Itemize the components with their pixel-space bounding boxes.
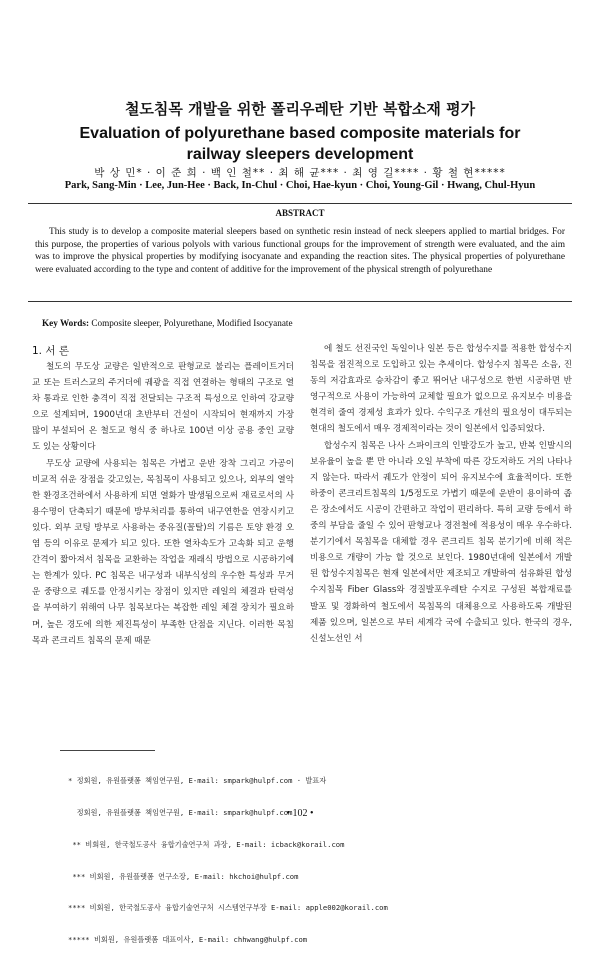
- keywords-label: Key Words:: [42, 318, 90, 328]
- abstract-heading: ABSTRACT: [275, 208, 325, 218]
- footnotes: [68, 755, 388, 956]
- page-number: • 102 •: [286, 808, 314, 819]
- section-title: 1. 서 론: [32, 345, 69, 357]
- title-korean: 철도침목 개발을 위한 폴리우레탄 기반 복합소재 평가: [124, 100, 476, 118]
- right-column: [310, 341, 572, 647]
- title-english: Evaluation of polyurethane based composite materials for railway sleepers development: [79, 125, 521, 163]
- authors-english: Park, Sang-Min · Lee, Jun-Hee · Back, In-Chul · Choi, Hae-kyun · Choi, Young-Gil · Hwang, Chul-Hyun: [64, 180, 536, 191]
- keywords-line: [42, 318, 293, 328]
- top-rule: [28, 203, 572, 204]
- paragraph: 무도상 교량에 사용되는 침목은 가볍고 운반 장착 그리고 가공이 비교적 쉬운 장점을 갖고있는, 목침목이 사용되고 있으나, 외부의 열악한 환경조건하에서 사용하게 되면 열화가 발생됨으로써 재료로서의 사용수명이 단축되기 때문에 방부처리를 통하여 내구연한을 연장시키고 있다. 외부 코팅 방부로 사용하는 중유질(꼴탈)의 기름은 토양 환경 오염 등의 이유로 문제가 되고 있다. 또한 열차속도가 고속화 되고 운행간격이 짧아져서 침목을 교환하는 작업을 재래식 방법으로 시공하기에는 한계가 있다. PC 침목은 내구성과 내부식성의 우수한 특성과 무거운 중량으로 궤도를 안정시키는 장점이 있지만 레일의 체결과 탄력성을 부여하기 위해여 나무 침목보다는 복잡한 레일 체결 장치가 필요하며, 높은 경도에 의한 제진특성이 부족한 단점을 지닌다. 이러한 목침목과 콘크리트 침목의 문제 때문: [32, 458, 294, 646]
- abstract-text: This study is to develop a composite material sleepers based on synthetic resin instead of neck sleepers applied to martial bridges. For this purpose, the properties of various polyols with various functional groups for the improvement of strength were evaluated, and the aim was to improve the physical properties by modifying isocyanate and expanding the reaction sites. The physical properties of polyurethane were evaluated according to the type and content of additive for the improvement of the physical strength of polyurethane: [35, 227, 565, 275]
- footnote: 정회원, 유원플랫폼 책임연구원, E-mail: smpark@hulpf.com: [68, 807, 293, 817]
- paragraph: 합성수지 침목은 나사 스파이크의 인발강도가 높고, 반복 인발시의 보유율이 높을 뿐 만 아니라 오일 부착에 따른 강도저하도 거의 나타나지 않는다. 따라서 궤도가 안정이 되어 유지보수에 효율적이다. 또한 하중이 콘크리트침목의 1/5정도로 가볍기 때문에 운반이 용이하여 좁은 장소에서도 시공이 간편하고 작업이 편리하다. 특히 교량 등에서 하중의 부담을 줄일 수 있어 판형교나 경전철에 적용성이 매우 우수하다. 분기기에서 목침목을 대체할 경우 콘크리트 침목 분기기에 비해 적은 비용으로 개량이 가능 할 것으로 보인다. 1980년대에 일본에서 개발된 합성수지침목은 현재 일본에서만 제조되고 개발하여 섬유화된 합성수지침목 Fiber Glass와 경질발포우레탄 수지로 구성된 복합재료를 발포 및 경화하여 철도에서 목침목의 대체용으로 사용하도록 개발된 제품 있으며, 일본으로 부터 세계각 국에 수출되고 있다. 한국의 경우, 신설노선인 서: [310, 440, 572, 644]
- footnote: **** 비회원, 한국철도공사 융합기술연구처 시스템연구부장 E-mail: apple002@korail.com: [68, 903, 388, 913]
- authors-korean: 박 상 민* · 이 준 희 · 백 인 철** · 최 해 균*** · 최 영 길**** · 황 철 현*****: [94, 167, 506, 179]
- footnote: * 정회원, 유원플랫폼 책임연구원, E-mail: smpark@hulpf.com · 발표자: [68, 776, 327, 786]
- bottom-rule: [28, 301, 572, 302]
- footnote-rule: [60, 750, 155, 751]
- keywords-text: Composite sleeper, Polyurethane, Modified Isocyanate: [91, 318, 293, 328]
- paragraph: 에 철도 선진국인 독일이나 일본 등은 합성수지를 적용한 합성수지 침목을 점진적으로 도입하고 있는 추세이다. 합성수지 침목은 소음, 진동의 저감효과로 승차감이 좋고 뛰어난 내구성으로 한번 시공하면 반영구적으로 사용이 가능하여 교체할 필요가 없으므로 유지보수 비용을 현격히 줄여 경제성 효과가 있다. 수익구조 개선의 필요성이 대두되는 현대의 철도에서 매우 경제적이라는 것이 일본에서 입증되었다.: [310, 344, 572, 435]
- paragraph: 철도의 무도상 교량은 일반적으로 판형교로 불리는 플레이트거더교 또는 트러스교의 주거더에 궤광을 직접 연결하는 형태의 구조로 열차 통과로 인한 충격이 직접 전달되는 구조적 특성으로 인하여 강교량으로 설계되며, 1900년대 초반부터 건설이 시작되어 현재까지 가장 많이 부설되어 온 철도교 형식 중 하나로 100년 이상 공용 중인 교량도 있는 상황이다: [32, 362, 294, 453]
- footnote: *** 비회원, 유원플랫폼 연구소장, E-mail: hkchoi@hulpf.com: [68, 871, 299, 881]
- left-column: [32, 359, 294, 649]
- footnote: ** 비회원, 한국철도공사 융합기술연구처 과장, E-mail: icback@korail.com: [68, 839, 345, 849]
- footnote: ***** 비회원, 유원플랫폼 대표이사, E-mail: chhwang@hulpf.com: [68, 935, 308, 945]
